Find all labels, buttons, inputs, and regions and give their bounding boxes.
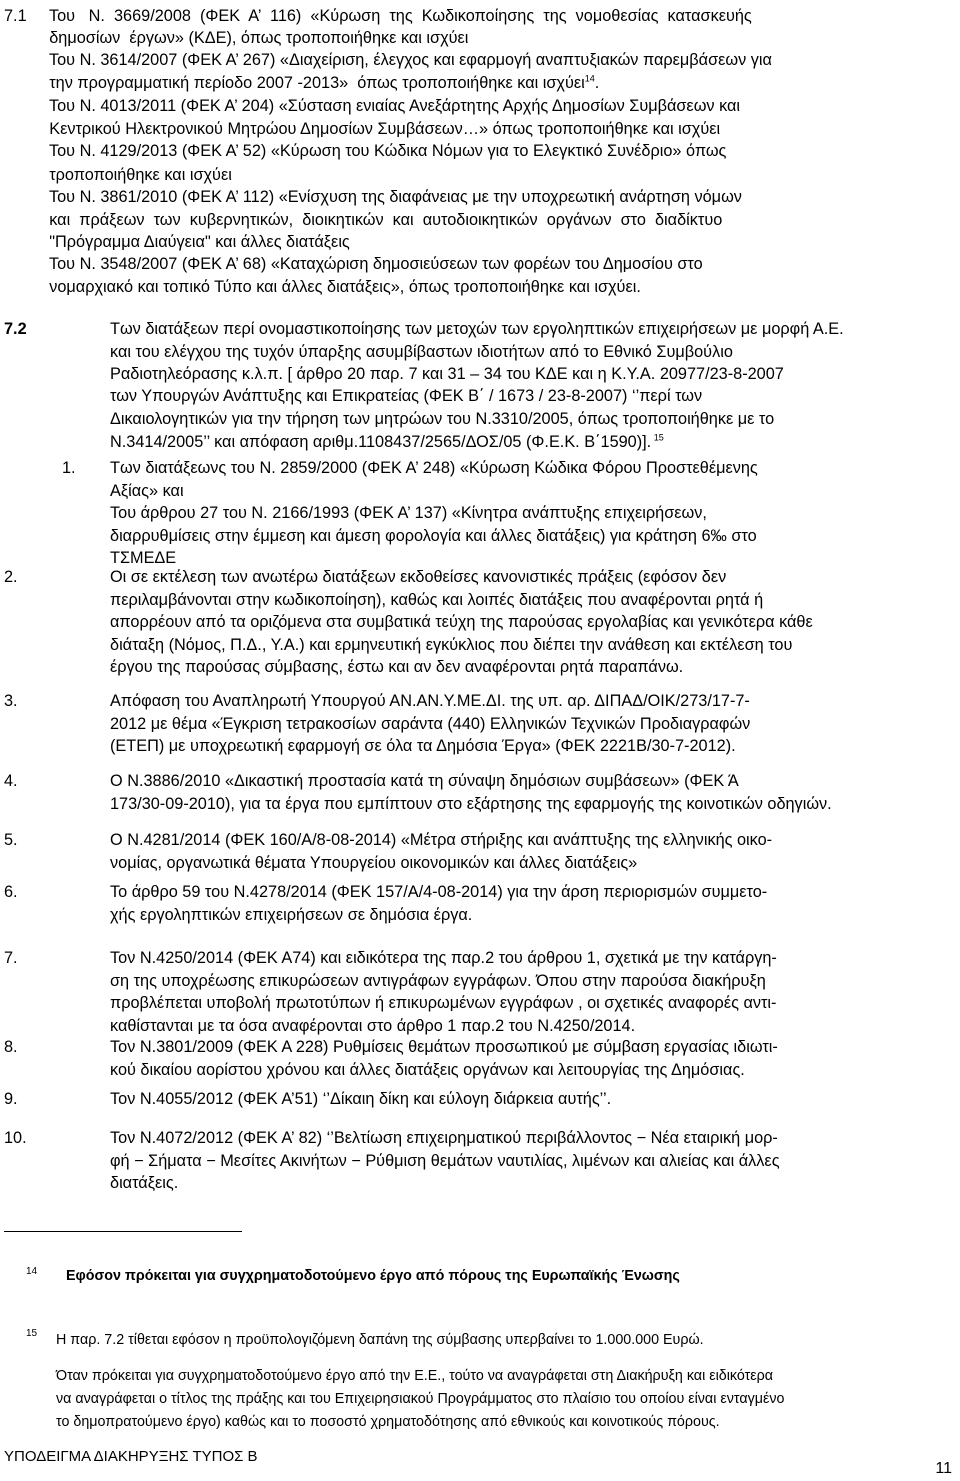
- text-line: Τον Ν.4072/2012 (ΦΕΚ Α’ 82) ‘’Βελτίωση επιχειρηματικού περιβάλλοντος − Νέα εταιρική μορ-: [110, 1129, 778, 1147]
- text-line: νομαρχιακό και τοπικό Τύπο και άλλες διατάξεις», όπως τροποποιήθηκε και ισχύει.: [4, 278, 641, 296]
- text-line: (ΕΤΕΠ) με υποχρεωτική εφαρμογή σε όλα τα Δημόσια Έργα» (ΦΕΚ 2221Β/30-7-2012).: [110, 737, 736, 755]
- item-number: 3.: [4, 692, 18, 710]
- item-number: 4.: [4, 772, 18, 790]
- footnote-mark: 14: [26, 1266, 38, 1277]
- item-number: 5.: [4, 831, 18, 849]
- footnote-text: να αναγράφεται ο τίτλος της πράξης και του Επιχειρησιακού Προγράμματος στο πλαίσιο του οποίου είναι ενταγμένο: [56, 1391, 785, 1407]
- footnote-mark: 15: [26, 1328, 38, 1339]
- footnote-ref: 14: [584, 73, 595, 84]
- item-number: 10.: [4, 1129, 27, 1147]
- text-line: 2012 με θέμα «Έγκριση τετρακοσίων σαράντα (440) Ελληνικών Τεχνικών Προδιαγραφών: [110, 714, 751, 733]
- text-line: Ο Ν.4281/2014 (ΦΕΚ 160/Α/8-08-2014) «Μέτρα στήριξης και ανάπτυξης της ελληνικής οικο-: [110, 831, 773, 849]
- text-line: ΤΣΜΕΔΕ: [110, 549, 177, 567]
- text-line: Αξίας» και: [110, 481, 184, 500]
- text-line: καθίστανται με τα όσα αναφέρονται στο άρθρο 1 παρ.2 του Ν.4250/2014.: [110, 1016, 636, 1035]
- page-number: 11: [935, 1460, 952, 1477]
- text-line: Του Ν. 3614/2007 (ΦΕΚ Α’ 267) «Διαχείριση, έλεγχος και εφαρμογή αναπτυξιακών παρεμβάσεων για: [4, 51, 772, 69]
- text-line: τροποποιήθηκε και ισχύει: [4, 166, 232, 184]
- text-line: 173/30-09-2010), για τα έργα που εμπίπτουν στο εξάρτησης της εφαρμογής της κοινοτικών οδηγιών.: [110, 794, 832, 813]
- text-line: 7.1 Του Ν. 3669/2008 (ΦΕΚ Α’ 116) «Κύρωση της Κωδικοποίησης της νομοθεσίας κατασκευής: [4, 7, 752, 25]
- item-number: 7.: [4, 949, 18, 967]
- text-line: διατάξεις.: [110, 1174, 179, 1192]
- section-number: 7.2: [4, 320, 27, 338]
- text-line: Απόφαση του Αναπληρωτή Υπουργού ΑΝ.ΑΝ.Υ.ΜΕ.ΔΙ. της υπ. αρ. ΔΙΠΑΔ/ΟΙΚ/273/17-7-: [110, 692, 750, 710]
- text-line: Το άρθρο 59 του Ν.4278/2014 (ΦΕΚ 157/Α/4-08-2014) για την άρση περιορισμών συμμετο-: [110, 883, 768, 901]
- text-line: Δικαιολογητικών για την τήρηση των μητρώων του Ν.3310/2005, όπως τροποποιήθηκε με το: [110, 410, 775, 428]
- item-number: 1.: [62, 459, 76, 477]
- item-number: 9.: [4, 1090, 18, 1108]
- text-line: Του Ν. 4129/2013 (ΦΕΚ Α’ 52) «Κύρωση του Κώδικα Νόμων για το Ελεγκτικό Συνέδριο» όπως: [4, 142, 727, 160]
- text-line: απορρέουν από τα οριζόμενα στα συμβατικά τεύχη της παρούσας εργολαβίας και γενικότερα κάθε: [110, 613, 813, 631]
- footnote-text: το δημοπρατούμενο έργο) καθώς και το ποσοστό χρηματοδότησης από εθνικούς και κοινοτικούς πόρους.: [56, 1414, 720, 1430]
- text-line: Ο Ν.3886/2010 «Δικαστική προστασία κατά τη σύναψη δημόσιων συμβάσεων» (ΦΕΚ Ά: [110, 772, 739, 790]
- text-line: προβλέπεται υποβολή πρωτοτύπων ή επικυρωμένων εγγράφων , οι σχετικές αναφορές αντι-: [110, 994, 777, 1012]
- text-line: διαρρυθμίσεις στην έμμεση και άμεση φορολογία και άλλες διατάξεις) για κράτηση 6‰ στο: [110, 526, 757, 545]
- item-number: 8.: [4, 1038, 18, 1056]
- text-line: έργου της παρούσας σύμβασης, έστω και αν δεν αναφέρονται ρητά παραπάνω.: [110, 658, 684, 676]
- text-line: Ραδιοτηλεόρασης κ.λ.π. [ άρθρο 20 παρ. 7 και 31 – 34 του ΚΔΕ και η Κ.Υ.Α. 20977/23-8-2007: [110, 365, 784, 383]
- text-line: Του Ν. 3861/2010 (ΦΕΚ Α’ 112) «Ενίσχυση της διαφάνειας με την υποχρεωτική ανάρτηση νόμων: [4, 188, 742, 206]
- text-line: και του ελέγχου της τυχόν ύπαρξης ασυμβίβαστων ιδιοτήτων από το Εθνικό Συμβούλιο: [110, 343, 733, 361]
- footnote-ref: 15: [651, 432, 664, 443]
- text-line: Των διατάξεωνς του Ν. 2859/2000 (ΦΕΚ Α’ 248) «Κύρωση Κώδικα Φόρου Προστεθέμενης: [110, 459, 758, 477]
- footer-title: ΥΠΟΔΕΙΓΜΑ ΔΙΑΚΗΡΥΞΗΣ ΤΥΠΟΣ Β: [4, 1448, 258, 1465]
- text-line: κού δικαίου αορίστου χρόνου και άλλες διατάξεις οργάνων και λειτουργίας της Δημόσιας.: [110, 1060, 745, 1079]
- footnote-text: Εφόσον πρόκειται για συγχρηματοδοτούμενο έργο από πόρους της Ευρωπαϊκής Ένωσης: [66, 1268, 680, 1284]
- text-line: νομίας, οργανωτικά θέματα Υπουργείου οικονομικών και άλλες διατάξεις»: [110, 853, 638, 872]
- text-line: Οι σε εκτέλεση των ανωτέρω διατάξεων εκδοθείσες κανονιστικές πράξεις (εφόσον δεν: [110, 568, 727, 586]
- text-line: την προγραμματική περίοδο 2007 -2013» όπως τροποποιήθηκε και ισχύει$^{14}$.: [4, 73, 600, 92]
- footnote-text: Όταν πρόκειται για συγχρηματοδοτούμενο έργο από την Ε.Ε., τούτο να αναγράφεται στη Διακήρυξη και ειδικότερα: [56, 1368, 774, 1384]
- text-line: δημοσίων έργων» (ΚΔΕ), όπως τροποποιήθηκε και ισχύει: [4, 29, 469, 47]
- text-line: Του Ν. 3548/2007 (ΦΕΚ Α’ 68) «Καταχώριση δημοσιεύσεων των φορέων του Δημοσίου στο: [4, 255, 703, 273]
- text-line: Των διατάξεων περί ονομαστικοποίησης των μετοχών των εργοληπτικών επιχειρήσεων με μορφή Α.Ε.: [110, 320, 844, 338]
- text-line: Του Ν. 4013/2011 (ΦΕΚ Α’ 204) «Σύσταση ενιαίας Ανεξάρτητης Αρχής Δημοσίων Συμβάσεων και: [4, 97, 741, 115]
- text-line: των Υπουργών Ανάπτυξης και Επικρατείας (ΦΕΚ Β΄ / 1673 / 23-8-2007) ‘’περί των: [110, 387, 703, 405]
- footnote-text: Η παρ. 7.2 τίθεται εφόσον η προϋπολογιζόμενη δαπάνη της σύμβασης υπερβαίνει το 1.000.000 Ευρώ.: [56, 1332, 704, 1348]
- item-number: 2.: [4, 568, 18, 586]
- text-line: Τον Ν.4055/2012 (ΦΕΚ Α’51) ‘’Δίκαιη δίκη και εύλογη διάρκεια αυτής’’.: [110, 1090, 612, 1108]
- text-line: Κεντρικού Ηλεκτρονικού Μητρώου Δημοσίων Συμβάσεων…» όπως τροποποιήθηκε και ισχύει: [4, 120, 721, 138]
- text-line: ση της υποχρέωσης επικυρώσεων αντιγράφων εγγράφων. Όπου στην παρούσα διακήρυξη: [110, 971, 766, 990]
- item-number: 6.: [4, 883, 18, 901]
- text-line: Ν.3414/2005’’ και απόφαση αριθμ.1108437/2565/ΔΟΣ/05 (Φ.Ε.Κ. Β΄1590)]. $^{15}$: [110, 432, 664, 451]
- text-line: "Πρόγραμμα Διαύγεια" και άλλες διατάξεις: [4, 233, 350, 251]
- text-line: χής εργοληπτικών επιχειρήσεων σε δημόσια έργα.: [110, 905, 473, 924]
- footnote-divider: [4, 1231, 242, 1232]
- text-line: Τον Ν.3801/2009 (ΦΕΚ Α 228) Ρυθμίσεις θεμάτων προσωπικού με σύμβαση εργασίας ιδιωτι-: [110, 1038, 778, 1056]
- text-line: Του άρθρου 27 του Ν. 2166/1993 (ΦΕΚ Α’ 137) «Κίνητρα ανάπτυξης επιχειρήσεων,: [110, 504, 707, 522]
- text-line: Τον Ν.4250/2014 (ΦΕΚ Α74) και ειδικότερα της παρ.2 του άρθρου 1, σχετικά με την κατάργη-: [110, 949, 777, 967]
- text-line: φή − Σήματα − Μεσίτες Ακινήτων − Ρύθμιση θεμάτων ναυτιλίας, λιμένων και αλιείας και άλλες: [110, 1151, 780, 1170]
- text-line: διάταξη (Νόμος, Π.Δ., Υ.Α.) και ερμηνευτική εγκύκλιος που διέπει την ανάθεση και εκτέλεση του: [110, 635, 793, 654]
- text-line: περιλαμβάνονται στην κωδικοποίηση), καθώς και λοιπές διατάξεις που αναφέρονται ρητά ή: [110, 590, 764, 609]
- text-line: και πράξεων των κυβερνητικών, διοικητικών και αυτοδιοικητικών οργάνων στο διαδίκτυο: [4, 211, 723, 229]
